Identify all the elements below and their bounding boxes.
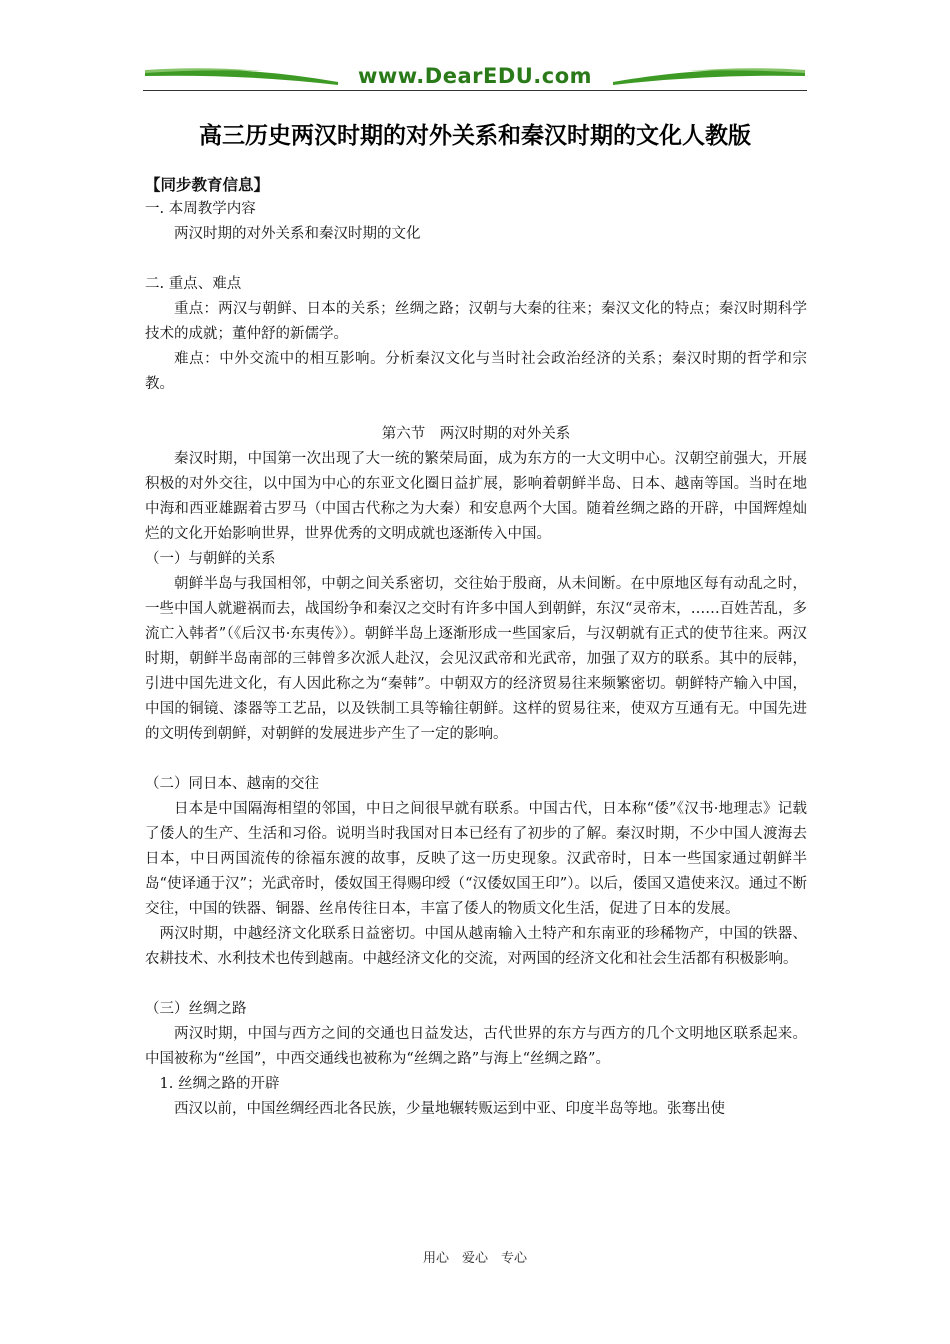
document-body bbox=[145, 172, 807, 1122]
page-footer: 用心 爱心 专心 bbox=[422, 1251, 527, 1266]
s3-sub-paragraph: 西汉以前，中国丝绸经西北各民族，少量地辗转贩运到中亚、印度半岛等地。张骞出使 bbox=[174, 1101, 725, 1117]
part2-heading: 二. 重点、难点 bbox=[145, 276, 242, 292]
s2-paragraph-japan: 日本是中国隔海相望的邻国，中日之间很早就有联系。中国古代，日本称“倭”《汉书·地理志》记载了倭人的生产、生活和习俗。说明当时我国对日本已经有了初步的了解。秦汉时期，不少中国人渡海去日本，中日两国流传的徐福东渡的故事，反映了这一历史现象。汉武帝时，日本一些国家通过朝鲜半岛“使译通于汉”；光武帝时，倭奴国王得赐印绶（“汉倭奴国王印”）。以后，倭国又遣使来汉。通过不断交往，中国的铁器、铜器、丝帛传往日本，丰富了倭人的物质文化生活，促进了日本的发展。 bbox=[145, 801, 807, 917]
chapter-title: 第六节 两汉时期的对外关系 bbox=[381, 426, 571, 442]
s1-heading: （一）与朝鲜的关系 bbox=[145, 551, 276, 567]
part2-key-points: 重点：两汉与朝鲜、日本的关系；丝绸之路；汉朝与大秦的往来；秦汉文化的特点；秦汉时期科学技术的成就；董仲舒的新儒学。 bbox=[145, 301, 807, 342]
site-logo-text: www.DearEDU.com bbox=[357, 64, 593, 88]
intro-paragraph: 秦汉时期，中国第一次出现了大一统的繁荣局面，成为东方的一大文明中心。汉朝空前强大，开展积极的对外交往，以中国为中心的东亚文化圈日益扩展，影响着朝鲜半岛、日本、越南等国。当时在地中海和西亚雄踞着古罗马（中国古代称之为大秦）和安息两个大国。随着丝绸之路的开辟，中国辉煌灿烂的文化开始影响世界，世界优秀的文明成就也逐渐传入中国。 bbox=[145, 451, 807, 542]
part1-text: 两汉时期的对外关系和秦汉时期的文化 bbox=[174, 226, 421, 242]
s2-heading: （二）同日本、越南的交往 bbox=[145, 776, 319, 792]
s3-paragraph: 两汉时期，中国与西方之间的交通也日益发达，古代世界的东方与西方的几个文明地区联系起来。中国被称为“丝国”，中西交通线也被称为“丝绸之路”与海上“丝绸之路”。 bbox=[145, 1026, 807, 1067]
s2-paragraph-vietnam: 两汉时期，中越经济文化联系日益密切。中国从越南输入土特产和东南亚的珍稀物产，中国的铁器、农耕技术、水利技术也传到越南。中越经济文化的交流，对两国的经济文化和社会生活都有积极影响。 bbox=[145, 926, 807, 967]
part2-difficult-points: 难点：中外交流中的相互影响。分析秦汉文化与当时社会政治经济的关系；秦汉时期的哲学和宗教。 bbox=[145, 351, 807, 392]
s3-heading: （三）丝绸之路 bbox=[145, 1001, 247, 1017]
header-divider bbox=[143, 90, 807, 91]
s3-sub-heading: 1. 丝绸之路的开辟 bbox=[159, 1076, 280, 1092]
part1-heading: 一. 本周教学内容 bbox=[145, 201, 256, 217]
page-title: 高三历史两汉时期的对外关系和秦汉时期的文化人教版 bbox=[199, 122, 751, 149]
s1-paragraph: 朝鲜半岛与我国相邻，中朝之间关系密切，交往始于殷商，从未间断。在中原地区每有动乱之时，一些中国人就避祸而去，战国纷争和秦汉之交时有许多中国人到朝鲜，东汉“灵帝末，……百姓苦乱，多流亡入韩者”（《后汉书·东夷传》）。朝鲜半岛上逐渐形成一些国家后，与汉朝就有正式的使节往来。两汉时期，朝鲜半岛南部的三韩曾多次派人赴汉，会见汉武帝和光武帝，加强了双方的联系。其中的辰韩，引进中国先进文化，有人因此称之为“秦韩”。中朝双方的经济贸易往来频繁密切。朝鲜特产输入中国，中国的铜镜、漆器等工艺品，以及铁制工具等输往朝鲜。这样的贸易往来，使双方互通有无。中国先进的文明传到朝鲜，对朝鲜的发展进步产生了一定的影响。 bbox=[145, 576, 807, 742]
section-info-heading: 【同步教育信息】 bbox=[145, 175, 270, 194]
